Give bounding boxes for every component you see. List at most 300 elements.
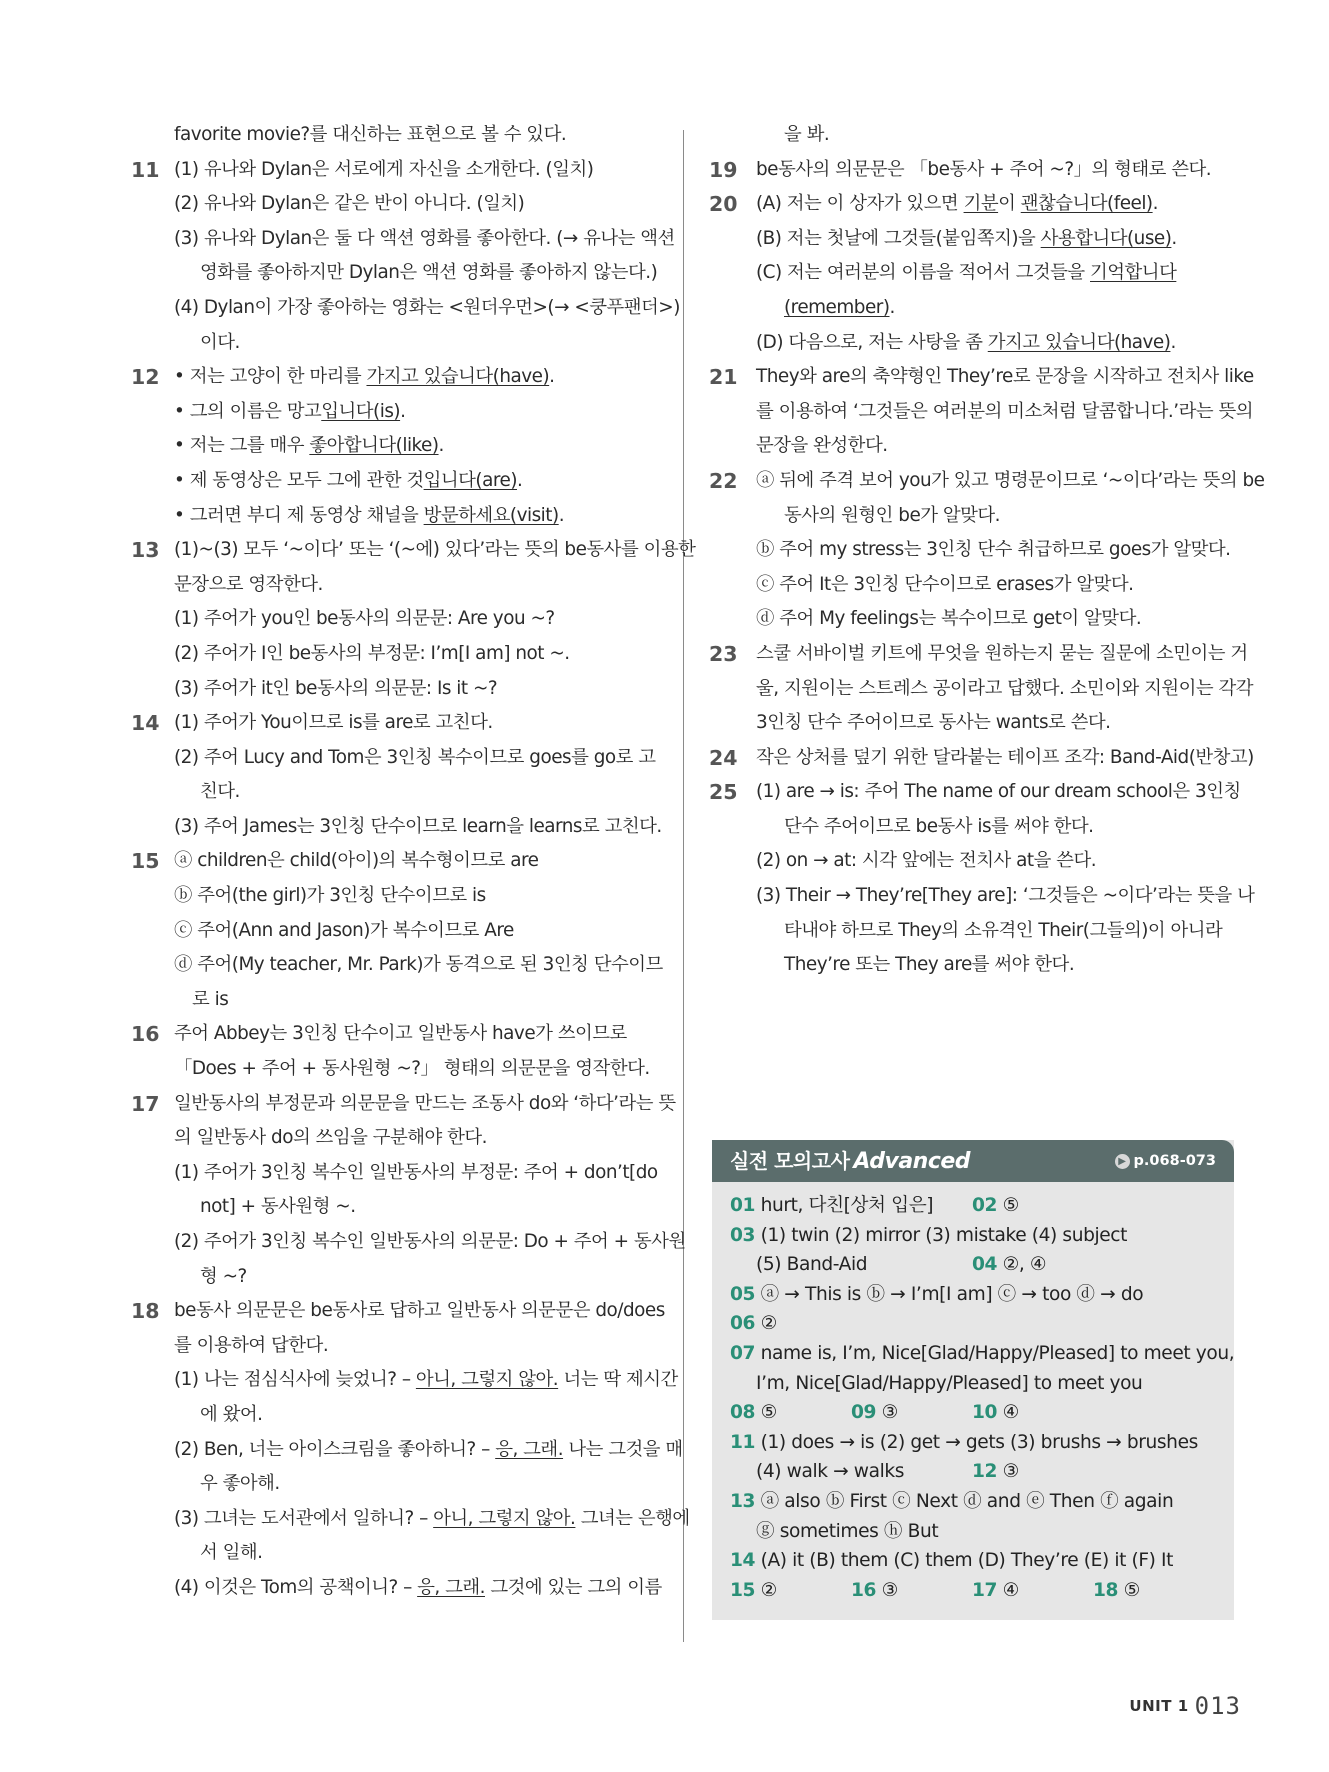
line-text xyxy=(756,153,1211,188)
text-segment: • 그러면 부디 제 동영상 채널을 xyxy=(174,504,424,526)
line-text xyxy=(174,879,486,914)
underlined-answer: 가지고 있습니다(have) xyxy=(366,366,550,388)
text-segment: 친다. xyxy=(200,781,240,803)
text-segment: 「Does + 주어 + 동사원형 ~?」 형태의 의문문을 영작한다. xyxy=(174,1058,650,1080)
answer-text: ⓐ → This is ⓑ → I’m[I am] ⓒ → too ⓓ → do xyxy=(760,1283,1144,1305)
answer-item xyxy=(972,1250,1046,1280)
answer-number: 15 xyxy=(730,1579,756,1601)
answer-item xyxy=(756,1250,867,1280)
line-text xyxy=(174,741,656,776)
item-number: 11 xyxy=(131,157,160,182)
line-text xyxy=(174,499,564,534)
answer-number: 02 xyxy=(972,1195,998,1216)
text-segment: (2) on → at: 시각 앞에는 전치사 at을 쓴다. xyxy=(756,850,1097,872)
text-line xyxy=(709,775,1241,810)
text-segment: (2) 주어가 I인 be동사의 부정문: I’m[I am] not ~. xyxy=(174,642,570,664)
text-segment: 영화를 좋아하지만 Dylan은 액션 영화를 좋아하지 않는다.) xyxy=(200,262,658,284)
text-segment: (2) 주어 Lucy and Tom은 3인칭 복수이므로 goes를 go로 고 xyxy=(174,746,656,768)
line-text xyxy=(174,222,675,257)
underlined-answer: 입니다(are) xyxy=(423,469,517,491)
line-text xyxy=(200,256,657,291)
answer-number: 01 xyxy=(730,1195,756,1216)
right-column xyxy=(709,118,1265,983)
text-segment: 일반동사의 부정문과 의문문을 만드는 조동사 do와 ‘하다’라는 뜻 xyxy=(174,1092,676,1114)
answer-number: 14 xyxy=(730,1550,756,1572)
line-text xyxy=(174,914,514,949)
answer-row xyxy=(730,1398,1230,1428)
text-segment: . xyxy=(1171,227,1177,249)
answer-item xyxy=(851,1576,898,1606)
text-segment: be동사 의문문은 be동사로 답하고 일반동사 의문문은 do/does xyxy=(174,1300,665,1322)
text-line xyxy=(712,568,1237,603)
text-line xyxy=(712,844,1237,879)
line-text xyxy=(756,395,1253,430)
text-line xyxy=(131,1017,654,1052)
answer-number: 13 xyxy=(730,1490,756,1512)
text-segment: 문장으로 영작한다. xyxy=(174,573,323,595)
text-segment: 너는 딱 제시간 xyxy=(558,1369,678,1391)
text-segment: 그녀는 은행에 xyxy=(575,1507,690,1529)
answer-text: ⓐ also ⓑ First ⓒ Next ⓓ and ⓔ Then ⓕ again xyxy=(760,1490,1174,1512)
underlined-answer: 아니, 그렇지 않아. xyxy=(415,1369,559,1391)
text-segment: (1) are → is: 주어 The name of our dream school은 3인칭 xyxy=(756,781,1241,803)
underlined-answer: 사용합니다(use) xyxy=(1040,227,1172,249)
text-segment: (C) 저는 여러분의 이름을 적어서 그것들을 xyxy=(756,262,1091,284)
text-line xyxy=(134,256,658,291)
text-line xyxy=(134,879,654,914)
line-text xyxy=(174,118,566,153)
answer-item xyxy=(730,1487,1173,1517)
text-segment: 에 왔어. xyxy=(200,1403,263,1425)
line-text xyxy=(784,118,829,153)
underlined-answer: 가지고 있습니다(have) xyxy=(987,331,1171,353)
line-text xyxy=(756,464,1264,499)
text-segment: 작은 상처를 덮기 위한 달라붙는 테이프 조각: Band-Aid(반창고) xyxy=(756,746,1254,768)
page-number: 013 xyxy=(1194,1692,1241,1720)
text-line xyxy=(712,499,1237,534)
underlined-answer: 괜찮습니다(feel) xyxy=(1020,193,1153,215)
text-line xyxy=(134,1398,654,1433)
underlined-answer: 응, 그래. xyxy=(417,1576,485,1598)
answer-item xyxy=(730,1339,1234,1369)
answer-item xyxy=(730,1398,777,1428)
line-text xyxy=(174,1502,690,1537)
item-number: 25 xyxy=(709,780,738,805)
line-text xyxy=(756,602,1141,637)
answer-number: 18 xyxy=(1093,1579,1119,1601)
text-line xyxy=(134,187,654,222)
answer-text: ③ xyxy=(881,1579,898,1601)
text-line xyxy=(709,741,1254,776)
text-segment: not] + 동사원형 ~. xyxy=(200,1196,356,1218)
line-text xyxy=(756,568,1134,603)
line-text xyxy=(200,775,240,810)
answer-text: (A) it (B) them (C) them (D) They’re (E) it (F) It xyxy=(760,1550,1173,1572)
answer-number: 09 xyxy=(851,1402,877,1424)
answer-item xyxy=(756,1369,1142,1399)
underlined-answer: 방문하세요(visit) xyxy=(423,504,559,526)
item-number: 23 xyxy=(709,641,738,666)
answer-row xyxy=(730,1428,1230,1458)
item-number: 15 xyxy=(131,849,160,874)
text-segment: (B) 저는 첫날에 그것들(붙임쪽지)을 xyxy=(756,227,1041,249)
text-segment: 스쿨 서바이벌 키트에 무엇을 원하는지 묻는 질문에 소민이는 거 xyxy=(756,642,1248,664)
answer-row xyxy=(730,1487,1230,1517)
answer-item xyxy=(730,1576,777,1606)
line-text xyxy=(784,914,1222,949)
text-segment: ⓒ 주어(Ann and Jason)가 복수이므로 Are xyxy=(174,919,514,941)
line-text xyxy=(174,602,555,637)
line-text xyxy=(784,499,1000,534)
answer-item xyxy=(972,1398,1019,1428)
answer-text: ②, ④ xyxy=(1002,1254,1047,1276)
text-segment: favorite movie?를 대신하는 표현으로 볼 수 있다. xyxy=(174,124,567,145)
text-line xyxy=(712,672,1254,707)
text-line xyxy=(134,291,680,326)
answer-row xyxy=(730,1546,1230,1576)
text-segment: (D) 다음으로, 저는 사탕을 좀 xyxy=(756,331,988,353)
text-segment: 우 좋아해. xyxy=(200,1473,280,1495)
answer-item xyxy=(851,1398,898,1428)
answer-text: ⑤ xyxy=(760,1402,777,1424)
text-line xyxy=(709,187,1237,222)
text-line xyxy=(134,429,654,464)
answer-text: ⓖ sometimes ⓗ But xyxy=(756,1520,939,1542)
text-line xyxy=(131,844,654,879)
text-segment: • 저는 고양이 한 마리를 xyxy=(174,366,367,388)
answer-number: 16 xyxy=(851,1579,877,1601)
line-text xyxy=(174,533,695,568)
text-line xyxy=(709,360,1254,395)
text-line xyxy=(712,291,1237,326)
answer-box-title-advanced: Advanced xyxy=(853,1149,971,1174)
answer-row xyxy=(730,1457,1230,1487)
text-segment: be동사의 의문문은 「be동사 + 주어 ~?」의 형태로 쓴다. xyxy=(756,158,1212,180)
item-number: 24 xyxy=(709,745,738,770)
unit-label: UNIT 1 xyxy=(1129,1697,1189,1715)
text-line xyxy=(134,775,654,810)
line-text xyxy=(174,810,662,845)
line-text xyxy=(174,1156,658,1191)
answer-text: (4) walk → walks xyxy=(756,1461,905,1483)
text-segment: • 저는 그를 매우 xyxy=(174,435,310,457)
item-number: 20 xyxy=(709,192,738,217)
text-line xyxy=(709,464,1265,499)
text-line xyxy=(134,464,654,499)
text-segment: ⓓ 주어(My teacher, Mr. Park)가 동격으로 된 3인칭 단수이므 xyxy=(174,954,663,976)
line-text xyxy=(756,222,1177,257)
text-segment: ⓑ 주어(the girl)가 3인칭 단수이므로 is xyxy=(174,885,486,907)
text-line xyxy=(712,395,1254,430)
text-segment: ⓓ 주어 My feelings는 복수이므로 get이 알맞다. xyxy=(756,608,1142,630)
text-segment: 형 ~? xyxy=(200,1265,247,1287)
item-number: 17 xyxy=(131,1091,160,1116)
text-segment: 단수 주어이므로 be동사 is를 써야 한다. xyxy=(784,815,1094,837)
line-text xyxy=(756,741,1254,776)
text-segment: They와 are의 축약형인 They’re로 문장을 시작하고 전치사 like xyxy=(756,366,1254,388)
line-text xyxy=(174,1294,665,1329)
text-line xyxy=(712,879,1255,914)
line-text xyxy=(192,983,228,1018)
answer-number: 06 xyxy=(730,1313,756,1335)
text-segment: . xyxy=(1152,193,1158,215)
answer-text: (5) Band-Aid xyxy=(756,1254,868,1276)
answer-text: ⑤ xyxy=(1002,1195,1019,1216)
answer-item xyxy=(730,1191,933,1221)
text-line xyxy=(134,1536,654,1571)
line-text xyxy=(174,1363,678,1398)
text-segment: 3인칭 단수 주어이므로 동사는 wants로 쓴다. xyxy=(756,712,1111,734)
text-segment: . xyxy=(517,469,523,491)
text-segment: (A) 저는 이 상자가 있으면 xyxy=(756,193,964,215)
text-line xyxy=(134,1571,662,1606)
line-text xyxy=(784,810,1093,845)
answer-number: 17 xyxy=(972,1579,998,1601)
text-line xyxy=(131,706,654,741)
underlined-answer: 입니다(is) xyxy=(321,400,401,422)
line-text xyxy=(200,1398,263,1433)
answer-box-header xyxy=(712,1140,1234,1182)
answer-text: hurt, 다친[상처 입은] xyxy=(760,1195,934,1216)
answer-text: ⑤ xyxy=(1123,1579,1140,1601)
answer-number: 04 xyxy=(972,1254,998,1276)
line-text xyxy=(174,291,680,326)
line-text xyxy=(756,326,1176,361)
text-line xyxy=(134,741,654,776)
underlined-answer: 좋아합니다(like) xyxy=(309,435,439,457)
answer-row xyxy=(730,1280,1230,1310)
text-line xyxy=(134,914,654,949)
text-line xyxy=(134,222,675,257)
answer-item xyxy=(972,1191,1019,1221)
item-number: 13 xyxy=(131,538,160,563)
text-line xyxy=(134,1190,654,1225)
text-line xyxy=(134,983,654,1018)
text-segment: 타내야 하므로 They의 소유격인 Their(그들의)이 아니라 xyxy=(784,919,1223,941)
answer-row xyxy=(730,1369,1230,1399)
line-text xyxy=(200,1536,263,1571)
text-segment: . xyxy=(1170,331,1176,353)
line-text xyxy=(784,291,895,326)
text-segment: ⓒ 주어 It은 3인칭 단수이므로 erases가 알맞다. xyxy=(756,573,1134,595)
text-line xyxy=(131,533,696,568)
answer-text: ② xyxy=(760,1579,777,1601)
text-line xyxy=(134,1433,683,1468)
answer-item xyxy=(972,1457,1019,1487)
underlined-answer: 기분 xyxy=(963,193,999,215)
text-line xyxy=(134,568,654,603)
answer-row xyxy=(730,1576,1230,1606)
text-segment: (4) Dylan이 가장 좋아하는 영화는 <원더우먼>(→ <쿵푸팬더>) xyxy=(174,296,680,318)
text-line xyxy=(134,1502,690,1537)
answer-row xyxy=(730,1191,1230,1221)
underlined-answer: 아니, 그렇지 않아. xyxy=(433,1507,576,1529)
text-line xyxy=(131,153,654,188)
item-number: 21 xyxy=(709,365,738,390)
line-text xyxy=(174,1571,662,1606)
answer-item xyxy=(730,1280,1143,1310)
line-text xyxy=(784,948,1074,983)
text-line xyxy=(712,222,1237,257)
text-line xyxy=(134,602,654,637)
answer-box-title: 실전 모의고사 Advanced xyxy=(730,1149,971,1174)
text-line xyxy=(134,637,654,672)
text-line xyxy=(134,118,654,153)
text-line xyxy=(134,672,654,707)
underlined-answer: 기억합니다 xyxy=(1090,262,1177,284)
item-number: 12 xyxy=(131,365,160,390)
text-line xyxy=(134,326,654,361)
answer-number: 03 xyxy=(730,1224,756,1246)
text-segment: . xyxy=(889,296,895,318)
underlined-answer: 응, 그래. xyxy=(495,1438,564,1460)
text-segment: 을 봐. xyxy=(784,124,830,145)
line-text xyxy=(174,672,497,707)
text-segment: ⓐ 뒤에 주격 보어 you가 있고 명령문이므로 ‘~이다’라는 뜻의 be xyxy=(756,469,1265,491)
line-text xyxy=(174,395,405,430)
text-segment: (3) 주어 James는 3인칭 단수이므로 learn을 learns로 고친다. xyxy=(174,815,662,837)
text-segment: (2) 유나와 Dylan은 같은 반이 아니다. (일치) xyxy=(174,193,525,215)
text-line xyxy=(712,256,1237,291)
answer-text: ③ xyxy=(881,1402,898,1424)
item-number: 14 xyxy=(131,711,160,736)
text-segment: (3) Their → They’re[They are]: ‘그것들은 ~이다’라는 뜻을 나 xyxy=(756,885,1255,907)
line-text xyxy=(174,1225,686,1260)
line-text xyxy=(174,1052,650,1087)
text-segment: (3) 주어가 it인 be동사의 의문문: Is it ~? xyxy=(174,677,498,699)
answer-item xyxy=(730,1309,777,1339)
line-text xyxy=(756,775,1241,810)
line-text xyxy=(174,844,538,879)
answer-box xyxy=(712,1140,1234,1620)
item-number: 18 xyxy=(131,1299,160,1324)
text-line xyxy=(134,395,654,430)
text-line xyxy=(712,914,1237,949)
text-segment: (1) 주어가 you인 be동사의 의문문: Are you ~? xyxy=(174,608,555,630)
text-segment: 주어 Abbey는 3인칭 단수이고 일반동사 have가 쓰이므로 xyxy=(174,1023,627,1045)
line-text xyxy=(174,187,524,222)
line-text xyxy=(174,1121,487,1156)
text-segment: 동사의 원형인 be가 알맞다. xyxy=(784,504,1001,526)
text-segment: (1) 주어가 You이므로 is를 are로 고친다. xyxy=(174,712,493,734)
line-text xyxy=(756,706,1111,741)
text-line xyxy=(134,1121,654,1156)
line-text xyxy=(200,1467,280,1502)
text-line xyxy=(712,706,1237,741)
answer-row xyxy=(730,1250,1230,1280)
item-number: 22 xyxy=(709,468,738,493)
left-column xyxy=(131,118,696,1606)
answer-row xyxy=(730,1517,1230,1547)
text-segment: (1) 나는 점심식사에 늦었니? – xyxy=(174,1369,416,1391)
text-segment: ⓐ children은 child(아이)의 복수형이므로 are xyxy=(174,850,539,872)
answer-item xyxy=(1093,1576,1140,1606)
text-segment: (2) Ben, 너는 아이스크림을 좋아하니? – xyxy=(174,1438,496,1460)
answer-text: I’m, Nice[Glad/Happy/Pleased] to meet you xyxy=(756,1372,1143,1394)
answer-item xyxy=(756,1457,904,1487)
text-segment: 이다. xyxy=(200,331,240,353)
item-number: 16 xyxy=(131,1022,160,1047)
text-line xyxy=(134,499,654,534)
text-line xyxy=(134,1467,654,1502)
line-text xyxy=(174,153,593,188)
text-line xyxy=(131,1087,676,1122)
page-footer xyxy=(1129,1692,1241,1720)
text-segment: 를 이용하여 ‘그것들은 여러분의 미소처럼 달콤합니다.’라는 뜻의 xyxy=(756,400,1254,422)
answer-number: 12 xyxy=(972,1461,998,1483)
line-text xyxy=(200,1190,356,1225)
line-text xyxy=(174,637,570,672)
text-segment: (1) 유나와 Dylan은 서로에게 자신을 소개한다. (일치) xyxy=(174,158,594,180)
line-text xyxy=(756,672,1253,707)
text-line xyxy=(712,948,1237,983)
item-number: 19 xyxy=(709,157,738,182)
text-segment: . xyxy=(438,435,444,457)
answer-list xyxy=(730,1191,1235,1605)
answer-text: (1) does → is (2) get → gets (3) brushs → brushes xyxy=(760,1431,1198,1453)
text-segment: (1)~(3) 모두 ‘~이다’ 또는 ‘(~에) 있다’라는 뜻의 be동사를 이용한 xyxy=(174,539,696,561)
answer-text: (1) twin (2) mirror (3) mistake (4) subject xyxy=(760,1224,1128,1246)
answer-text: name is, I’m, Nice[Glad/Happy/Pleased] to meet you, xyxy=(760,1342,1235,1364)
line-text xyxy=(174,360,555,395)
text-line xyxy=(712,326,1237,361)
text-line xyxy=(134,1363,678,1398)
answer-text: ④ xyxy=(1002,1402,1019,1424)
text-segment: (1) 주어가 3인칭 복수인 일반동사의 부정문: 주어 + don’t[do xyxy=(174,1161,658,1183)
page-reference xyxy=(1115,1140,1216,1182)
line-text xyxy=(174,1087,676,1122)
text-segment: They’re 또는 They are를 써야 한다. xyxy=(784,954,1075,976)
line-text xyxy=(756,879,1254,914)
line-text xyxy=(756,256,1176,291)
text-line xyxy=(134,1052,654,1087)
arrow-right-icon: ▶ xyxy=(1115,1154,1130,1169)
answer-item xyxy=(730,1546,1173,1576)
line-text xyxy=(200,326,240,361)
text-segment: • 그의 이름은 망고 xyxy=(174,400,322,422)
text-segment: • 제 동영상은 모두 그에 관한 것 xyxy=(174,469,424,491)
text-line xyxy=(712,810,1237,845)
answer-number: 08 xyxy=(730,1402,756,1424)
answer-number: 05 xyxy=(730,1283,756,1305)
text-segment: (3) 그녀는 도서관에서 일하니? – xyxy=(174,1507,434,1529)
text-line xyxy=(709,153,1237,188)
page-reference-text: p.068-073 xyxy=(1133,1153,1216,1169)
answer-number: 10 xyxy=(972,1402,998,1424)
text-line xyxy=(712,118,1237,153)
text-line xyxy=(131,360,654,395)
text-segment: . xyxy=(558,504,565,526)
line-text xyxy=(756,429,888,464)
line-text xyxy=(756,637,1248,672)
text-segment: 를 이용하여 답한다. xyxy=(174,1334,329,1356)
line-text xyxy=(174,948,663,983)
line-text xyxy=(174,1329,328,1364)
line-text xyxy=(174,429,444,464)
answer-row xyxy=(730,1309,1230,1339)
answer-text: ④ xyxy=(1002,1579,1019,1601)
text-line xyxy=(134,1225,686,1260)
line-text xyxy=(174,706,493,741)
text-segment: 그것에 있는 그의 이름 xyxy=(484,1576,662,1598)
line-text xyxy=(200,1260,247,1295)
text-line xyxy=(134,1260,654,1295)
text-segment: 서 일해. xyxy=(200,1542,263,1564)
text-line xyxy=(709,637,1248,672)
text-line xyxy=(134,1329,654,1364)
text-segment: 문장을 완성한다. xyxy=(756,435,888,457)
text-line xyxy=(712,602,1237,637)
